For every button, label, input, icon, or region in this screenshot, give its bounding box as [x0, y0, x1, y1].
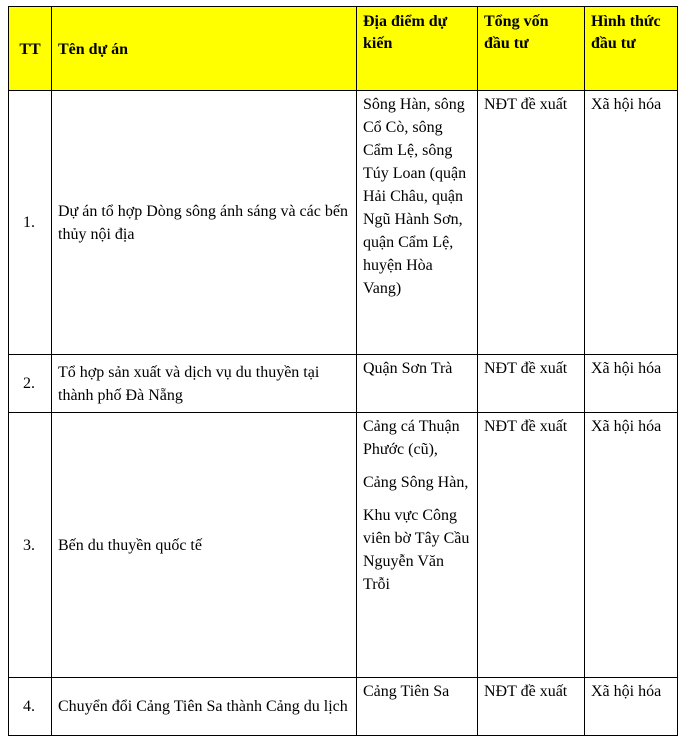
row-number: 4. [9, 678, 52, 736]
table-body [9, 91, 678, 736]
project-capital: NĐT đề xuất [478, 413, 585, 678]
header-capital: Tổng vốn đầu tư [478, 7, 585, 91]
project-name: Chuyển đổi Cảng Tiên Sa thành Cảng du lịch [52, 678, 357, 736]
table-row [9, 91, 678, 355]
table-header [9, 7, 678, 91]
project-location [357, 413, 478, 678]
project-investment-form: Xã hội hóa [585, 413, 678, 678]
project-capital: NĐT đề xuất [478, 678, 585, 736]
location-part: Sông Hàn, sông Cổ Cò, sông Cẩm Lệ, sông Túy Loan (quận Hải Châu, quận Ngũ Hành Sơn, quận Cẩm Lệ, huyện Hòa Vang) [363, 96, 467, 297]
table-row [9, 355, 678, 413]
project-location [357, 678, 478, 736]
location-part: Cảng cá Thuận Phước (cũ), [363, 418, 460, 458]
row-number: 3. [9, 413, 52, 678]
row-number: 1. [9, 91, 52, 355]
projects-table [8, 6, 678, 736]
project-capital: NĐT đề xuất [478, 355, 585, 413]
project-capital: NĐT đề xuất [478, 91, 585, 355]
project-name: Bến du thuyền quốc tế [52, 413, 357, 678]
project-investment-form: Xã hội hóa [585, 91, 678, 355]
project-name: Tổ hợp sản xuất và dịch vụ du thuyền tại thành phố Đà Nẵng [52, 355, 357, 413]
project-location [357, 355, 478, 413]
project-location [357, 91, 478, 355]
location-part: Khu vực Công viên bờ Tây Cầu Nguyễn Văn Trỗi [363, 507, 470, 593]
table-row [9, 678, 678, 736]
project-investment-form: Xã hội hóa [585, 678, 678, 736]
project-investment-form: Xã hội hóa [585, 355, 678, 413]
header-investment-form: Hình thức đầu tư [585, 7, 678, 91]
header-row [9, 7, 678, 91]
location-part: Quận Sơn Trà [363, 360, 453, 377]
row-number: 2. [9, 355, 52, 413]
header-tt: TT [9, 7, 52, 91]
table-row [9, 413, 678, 678]
project-name: Dự án tổ hợp Dòng sông ánh sáng và các bến thủy nội địa [52, 91, 357, 355]
location-part: Cảng Sông Hàn, [363, 474, 469, 491]
header-project-name: Tên dự án [52, 7, 357, 91]
location-part: Cảng Tiên Sa [363, 683, 450, 700]
header-location: Địa điểm dự kiến [357, 7, 478, 91]
